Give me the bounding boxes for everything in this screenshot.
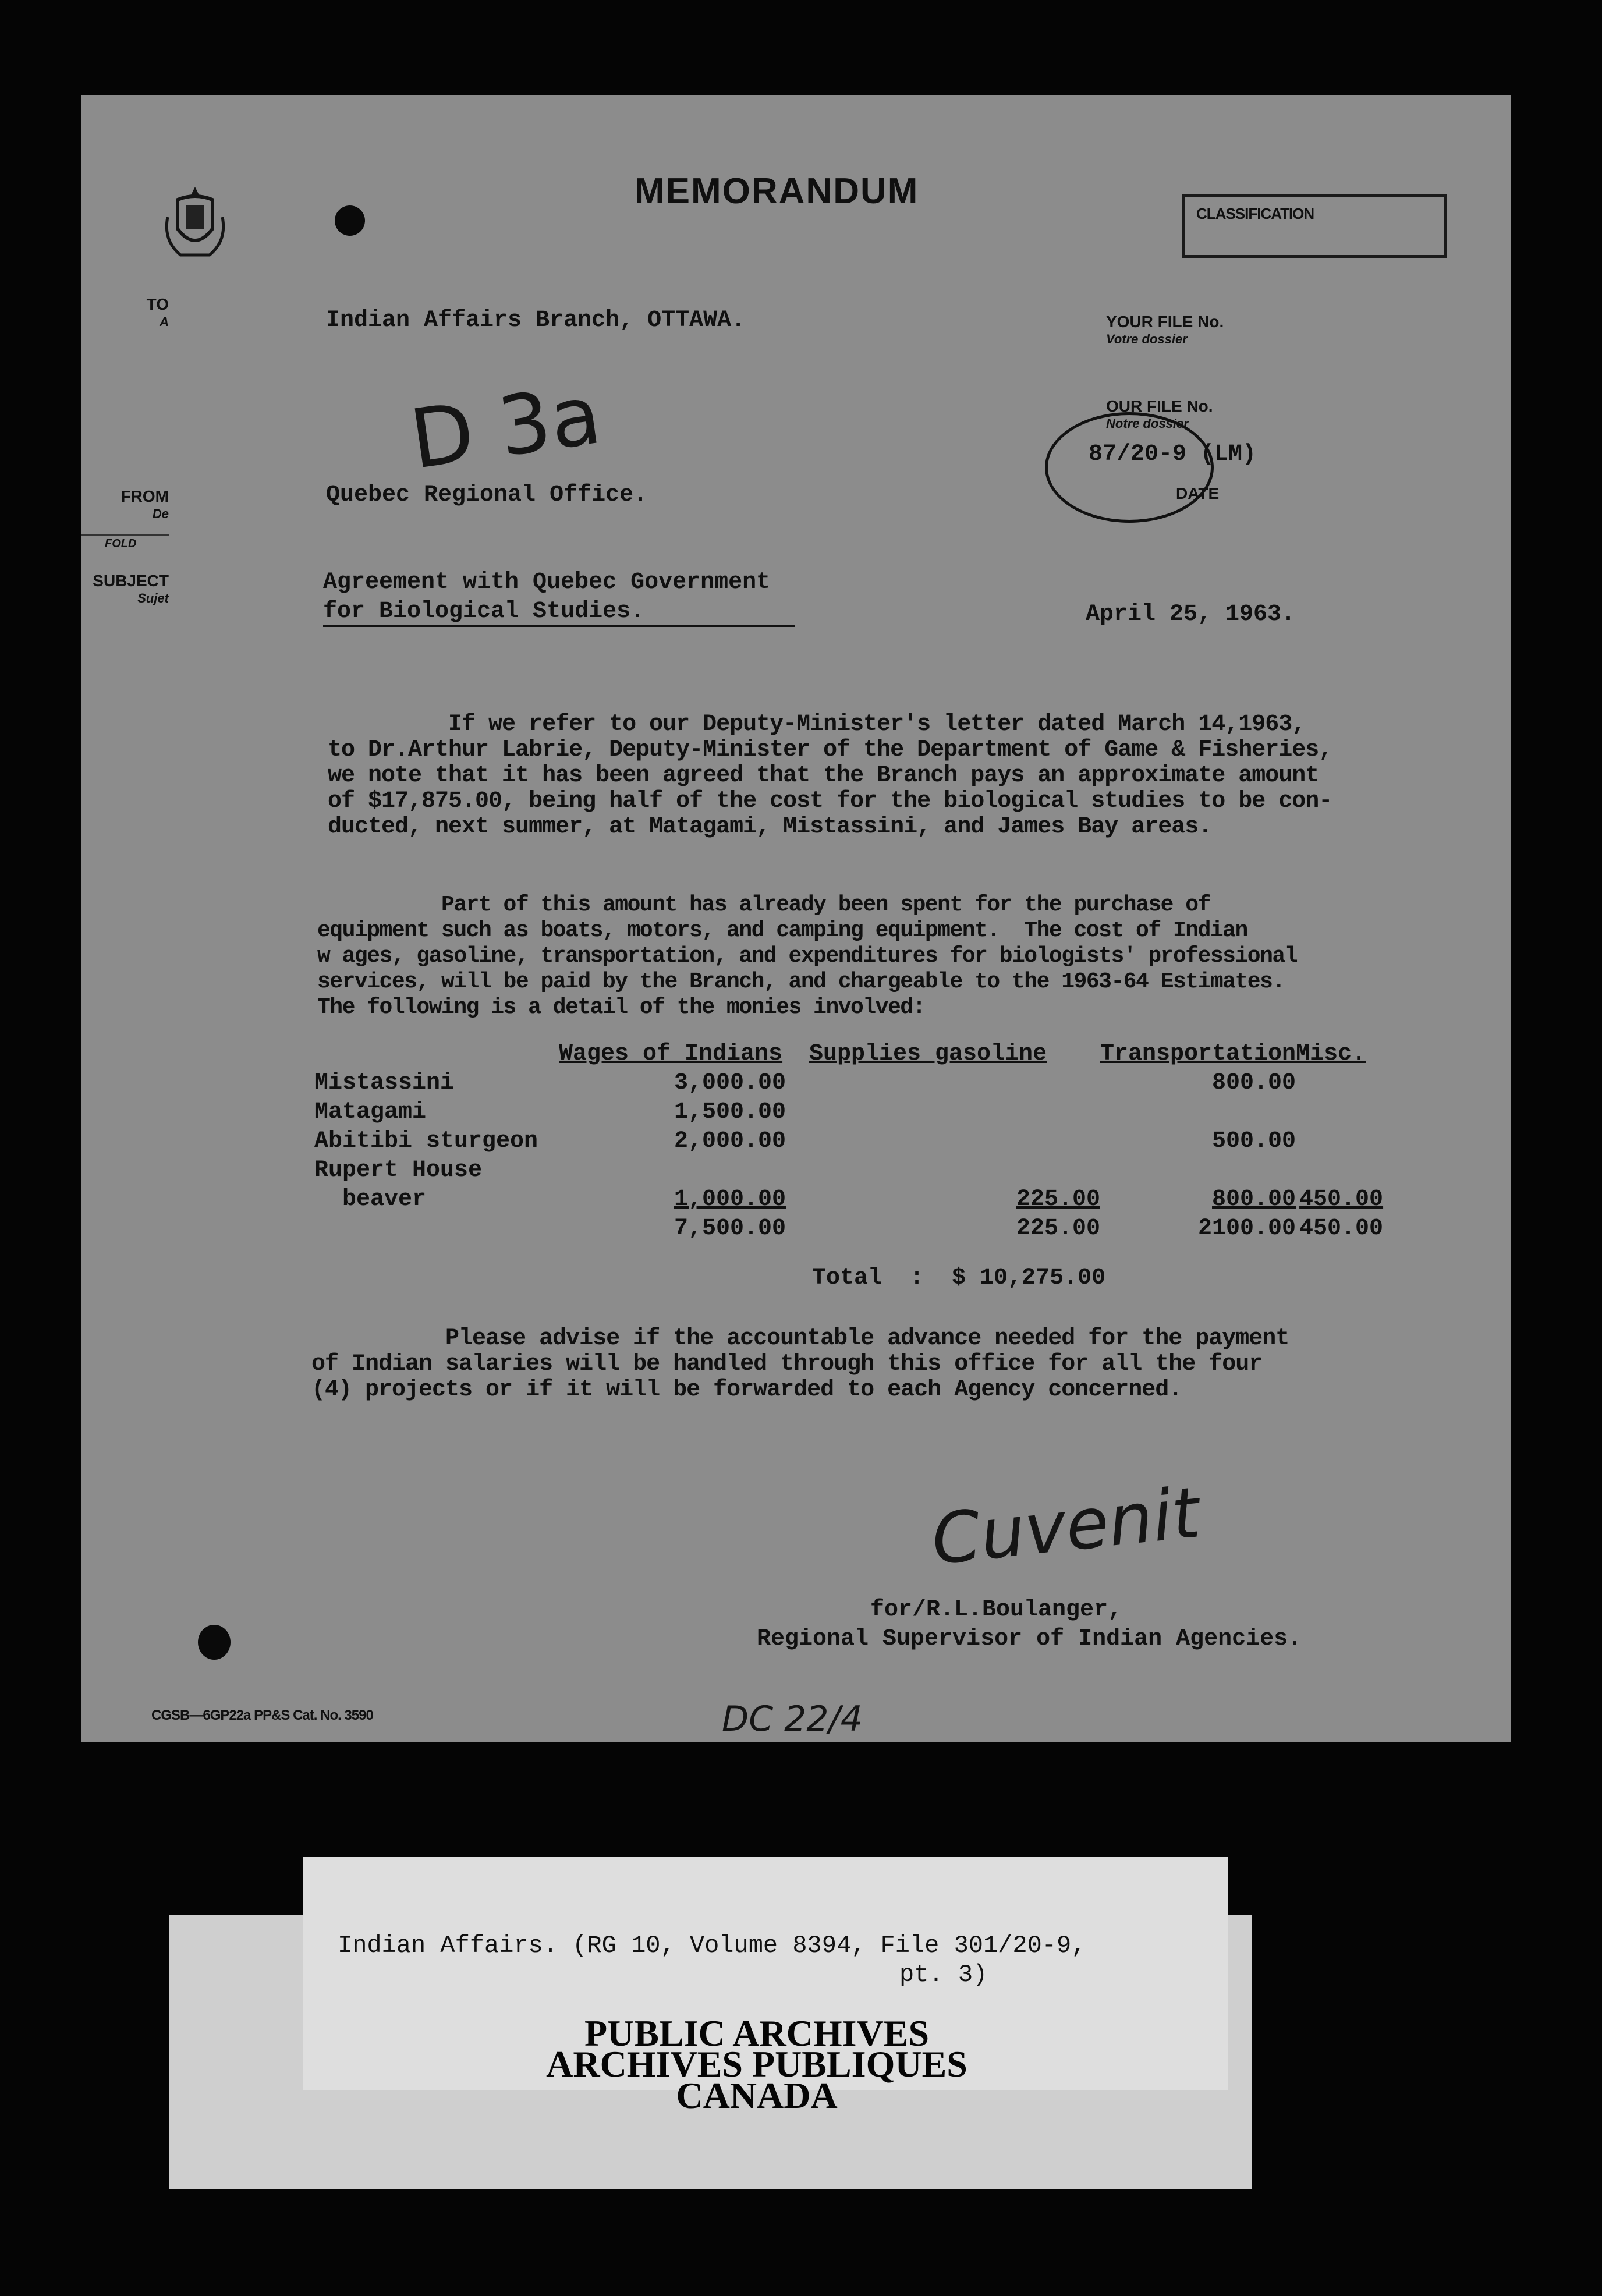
archive-stamp-line-2: ARCHIVES PUBLIQUES [546, 2043, 967, 2085]
table-row [314, 1154, 1383, 1184]
grand-total: Total : $ 10,275.00 [812, 1265, 1106, 1291]
column-header: Misc. [1296, 1041, 1366, 1067]
paragraph-1: If we refer to our Deputy-Minister's letter dated March 14,1963, to Dr.Arthur Labrie, Deputy-Minister of the Department of Game & Fisheries, we note that it has been agreed that the Branch pays an approximate amount of $17,875.00, being half of the cost for the biological studies to be con- ducted, next summer, at Matagami, Mistassini, and James Bay areas. [328, 711, 1332, 840]
subject-label: SUBJECT Sujet [93, 572, 169, 605]
row-name: Mistassini [314, 1070, 455, 1096]
fold-label: FOLD [105, 537, 137, 550]
classification-box [1182, 194, 1447, 258]
table-row [314, 1067, 1383, 1096]
memo-title: MEMORANDUM [635, 171, 919, 211]
table-row [314, 1125, 1383, 1154]
supplies-total: 225.00 [1016, 1216, 1100, 1242]
row-name: beaver [314, 1186, 427, 1213]
to-label: TO A [146, 295, 169, 329]
to-field: Indian Affairs Branch, OTTAWA. [326, 307, 746, 334]
supplies-cell [786, 1125, 1100, 1154]
memo-sheet [81, 95, 1511, 1742]
date-label: DATE [1176, 484, 1220, 502]
misc-total: 450.00 [1299, 1216, 1384, 1242]
classification-label: CLASSIFICATION [1196, 205, 1314, 222]
table-header-row [314, 1038, 1383, 1067]
archive-reference-line-1: Indian Affairs. (RG 10, Volume 8394, File 301/20-9, [338, 1932, 1086, 1960]
table-row [314, 1096, 1383, 1125]
punch-hole [198, 1625, 231, 1660]
column-header: Supplies gasoline [809, 1041, 1047, 1067]
transport-cell [1100, 1096, 1296, 1125]
wages-cell: 2,000.00 [674, 1128, 786, 1154]
wages-cell: 3,000.00 [674, 1070, 786, 1096]
supplies-cell [786, 1067, 1100, 1096]
wages-cell [547, 1154, 786, 1184]
archive-reference-line-2: pt. 3) [899, 1961, 988, 1989]
archive-stamp-line-1: PUBLIC ARCHIVES [584, 2012, 930, 2054]
supplies-cell [786, 1096, 1100, 1125]
misc-cell: 450.00 [1299, 1186, 1384, 1213]
signoff-line-1: for/R.L.Boulanger, [870, 1597, 1122, 1623]
fold-line [81, 534, 169, 536]
row-name: Abitibi sturgeon [314, 1128, 538, 1154]
transport-cell: 800.00 [1212, 1186, 1296, 1213]
your-file-label: YOUR FILE No. Votre dossier [1106, 313, 1224, 346]
our-file-label: OUR FILE No. Notre dossier [1106, 397, 1213, 431]
subject-line-1: Agreement with Quebec Government [323, 569, 771, 596]
transport-total: 2100.00 [1198, 1216, 1296, 1242]
table-totals-row [314, 1213, 1383, 1242]
transport-cell: 800.00 [1212, 1070, 1296, 1096]
column-header: Wages of Indians [559, 1041, 783, 1067]
row-name: Rupert House [314, 1157, 483, 1184]
wages-cell: 1,500.00 [674, 1099, 786, 1125]
transport-cell [1100, 1154, 1296, 1184]
archive-stamp-line-3: CANADA [676, 2075, 838, 2116]
punch-hole [335, 205, 365, 236]
our-file-number: 87/20-9 (LM) [1089, 441, 1257, 467]
wages-total: 7,500.00 [674, 1216, 786, 1242]
misc-cell [1296, 1154, 1383, 1184]
from-field: Quebec Regional Office. [326, 482, 648, 508]
form-code: CGSB—6GP22a PP&S Cat. No. 3590 [151, 1707, 373, 1723]
transport-cell: 500.00 [1212, 1128, 1296, 1154]
handwritten-file-code: D 3a [405, 367, 607, 488]
supplies-cell: 225.00 [1016, 1186, 1100, 1213]
column-header: Transportation [1100, 1041, 1296, 1067]
wages-cell: 1,000.00 [674, 1186, 786, 1213]
misc-cell [1296, 1125, 1383, 1154]
paragraph-2: Part of this amount has already been spent for the purchase of equipment such as boats, motors, and camping equipment. The cost of Indian w ages, gasoline, transportation, and expenditures for biologists' professional services, will be paid by the Branch, and chargeable to the 1963-64 Estimates. The following is a detail of the monies involved: [317, 892, 1297, 1020]
supplies-cell [786, 1154, 1100, 1184]
paragraph-3: Please advise if the accountable advance needed for the payment of Indian salaries will be handled through this office for all the four (4) projects or if it will be forwarded to each Agency concerned. [311, 1326, 1289, 1403]
signoff-line-2: Regional Supervisor of Indian Agencies. [757, 1626, 1302, 1652]
subject-line-2: for Biological Studies. [323, 598, 795, 627]
handwritten-note: DC 22/4 [722, 1699, 863, 1739]
misc-cell [1296, 1096, 1383, 1125]
misc-cell [1296, 1067, 1383, 1096]
row-name: Matagami [314, 1099, 427, 1125]
from-label: FROM De [120, 487, 169, 521]
handwritten-signature: Cuvenit [927, 1472, 1204, 1581]
coat-of-arms-icon [163, 182, 227, 264]
table-row [314, 1184, 1383, 1213]
memo-date: April 25, 1963. [1086, 601, 1296, 628]
monies-table [314, 1038, 1383, 1242]
